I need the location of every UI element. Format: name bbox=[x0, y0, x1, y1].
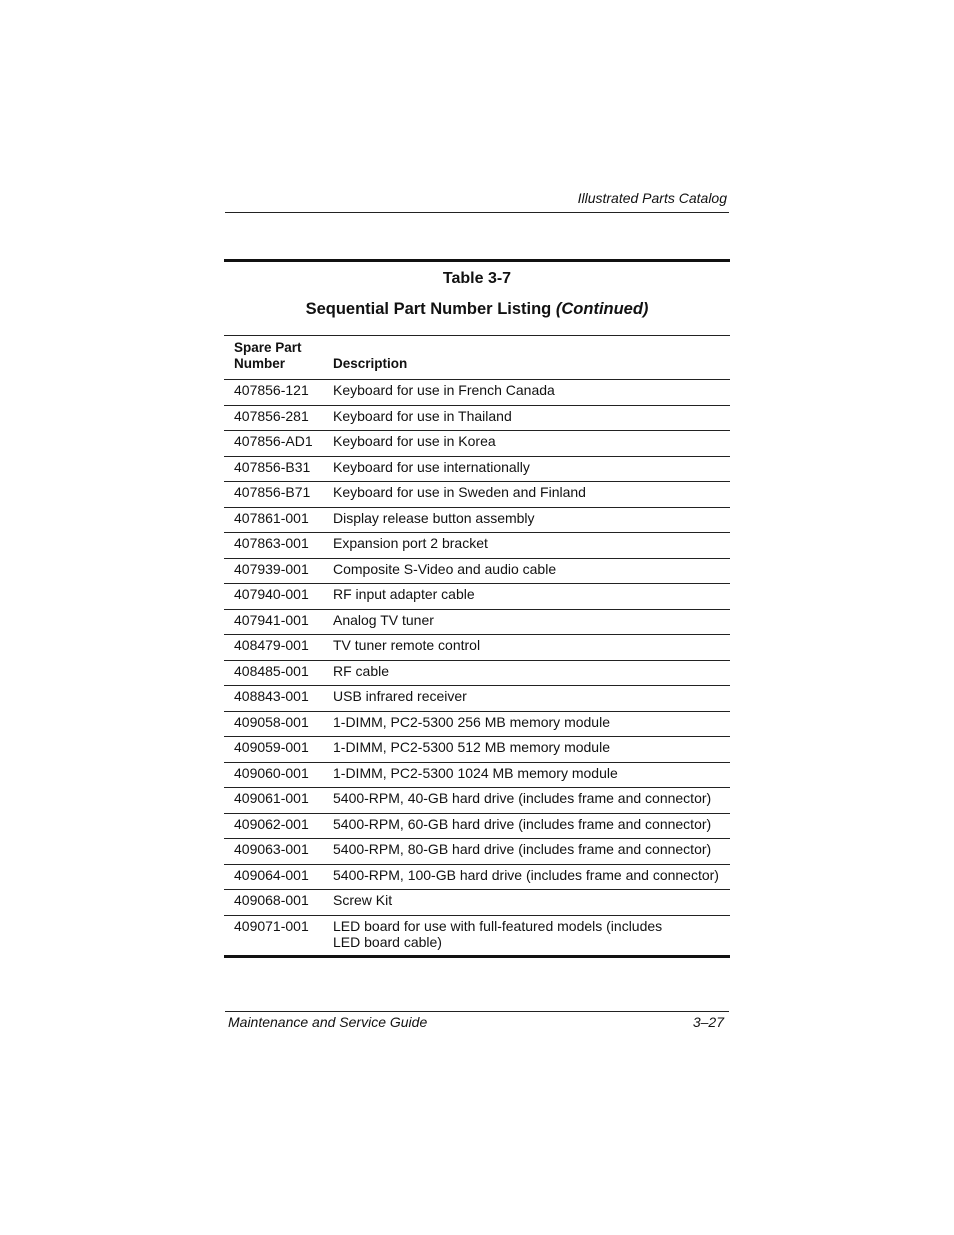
description-cell: Keyboard for use internationally bbox=[333, 458, 530, 475]
part-number-cell: 409068-001 bbox=[234, 892, 309, 908]
table-number: Table 3-7 bbox=[442, 270, 512, 287]
part-number-cell: 407856-B31 bbox=[234, 458, 311, 475]
table-top-rule bbox=[224, 259, 730, 262]
description-cell: Expansion port 2 bracket bbox=[333, 535, 488, 551]
description-cell: RF input adapter cable bbox=[333, 586, 475, 602]
table-row bbox=[224, 457, 730, 483]
description-cell: RF cable bbox=[333, 662, 390, 679]
part-number-cell: 409060-001 bbox=[234, 764, 309, 781]
part-number-cell: 409064-001 bbox=[234, 866, 309, 883]
table-header-row bbox=[224, 336, 730, 380]
part-number-cell: 407939-001 bbox=[234, 560, 309, 577]
table-row bbox=[224, 508, 730, 534]
description-cell: 1-DIMM, PC2-5300 1024 MB memory module bbox=[333, 764, 618, 781]
table-row bbox=[224, 890, 730, 916]
description-cell: USB infrared receiver bbox=[333, 688, 467, 704]
part-number-cell: 409062-001 bbox=[234, 815, 309, 832]
part-number-cell: 408843-001 bbox=[234, 688, 309, 704]
part-number-cell: 409071-001 bbox=[234, 917, 309, 934]
description-cell: 5400-RPM, 40-GB hard drive (includes frame and connector) bbox=[333, 790, 712, 806]
part-number-cell: 407856-281 bbox=[234, 407, 309, 424]
table-row bbox=[224, 559, 730, 585]
table-title bbox=[224, 300, 730, 324]
description-cell: Keyboard for use in Thailand bbox=[333, 407, 512, 424]
description-cell: Keyboard for use in Korea bbox=[333, 433, 496, 449]
parts-table bbox=[224, 259, 730, 958]
description-cell: Screw Kit bbox=[333, 892, 393, 908]
part-number-cell: 409061-001 bbox=[234, 790, 309, 806]
table-title-suffix: (Continued) bbox=[555, 300, 649, 318]
footer-title: Maintenance and Service Guide bbox=[228, 1014, 428, 1030]
table-row bbox=[224, 482, 730, 508]
table-row bbox=[224, 635, 730, 661]
part-number-cell: 409058-001 bbox=[234, 713, 309, 730]
part-number-cell: 407856-B71 bbox=[234, 484, 311, 500]
part-number-cell: 407856-121 bbox=[234, 382, 309, 398]
part-number-cell: 407941-001 bbox=[234, 611, 309, 628]
table-row bbox=[224, 533, 730, 559]
part-number-cell: 408485-001 bbox=[234, 662, 309, 679]
part-number-cell: 409059-001 bbox=[234, 739, 309, 755]
description-cell: Keyboard for use in Sweden and Finland bbox=[333, 484, 586, 500]
description-cell: Display release button assembly bbox=[333, 509, 535, 526]
part-number-cell: 409063-001 bbox=[234, 841, 309, 857]
table-row bbox=[224, 431, 730, 457]
table-row bbox=[224, 737, 730, 763]
part-number-cell: 408479-001 bbox=[234, 637, 309, 653]
description-cell: 1-DIMM, PC2-5300 512 MB memory module bbox=[333, 739, 610, 755]
part-number-cell: 407861-001 bbox=[234, 509, 309, 526]
description-cell: 5400-RPM, 100-GB hard drive (includes frame and connector) bbox=[333, 866, 719, 883]
table-row bbox=[224, 788, 730, 814]
column-header-part-number: Spare Part Number bbox=[234, 340, 302, 371]
table-row bbox=[224, 380, 730, 406]
table-row bbox=[224, 839, 730, 865]
column-header-description: Description bbox=[333, 356, 408, 371]
description-cell: Composite S-Video and audio cable bbox=[333, 560, 557, 577]
description-cell: TV tuner remote control bbox=[333, 637, 481, 653]
table-row bbox=[224, 814, 730, 840]
table-row bbox=[224, 916, 730, 958]
table-row bbox=[224, 712, 730, 738]
part-number-cell: 407863-001 bbox=[234, 535, 309, 551]
footer-divider bbox=[225, 1011, 729, 1012]
table-row bbox=[224, 584, 730, 610]
table-row bbox=[224, 763, 730, 789]
header-divider bbox=[225, 212, 729, 213]
description-cell: Keyboard for use in French Canada bbox=[333, 382, 555, 398]
table-row bbox=[224, 610, 730, 636]
description-cell: 5400-RPM, 80-GB hard drive (includes frame and connector) bbox=[333, 841, 712, 857]
table-row bbox=[224, 865, 730, 891]
description-cell: 1-DIMM, PC2-5300 256 MB memory module bbox=[333, 713, 610, 730]
table-row bbox=[224, 661, 730, 687]
description-cell: 5400-RPM, 60-GB hard drive (includes frame and connector) bbox=[333, 815, 712, 832]
part-number-cell: 407856-AD1 bbox=[234, 433, 313, 449]
table-title-text: Sequential Part Number Listing bbox=[305, 300, 552, 318]
table-row bbox=[224, 406, 730, 432]
running-header: Illustrated Parts Catalog bbox=[577, 190, 727, 206]
description-cell: Analog TV tuner bbox=[333, 611, 434, 628]
page-number: 3–27 bbox=[692, 1014, 724, 1030]
table-body bbox=[224, 380, 730, 958]
description-cell: LED board for use with full-featured models (includes LED board cable) bbox=[333, 917, 663, 950]
part-number-cell: 407940-001 bbox=[234, 586, 309, 602]
table-row bbox=[224, 686, 730, 712]
